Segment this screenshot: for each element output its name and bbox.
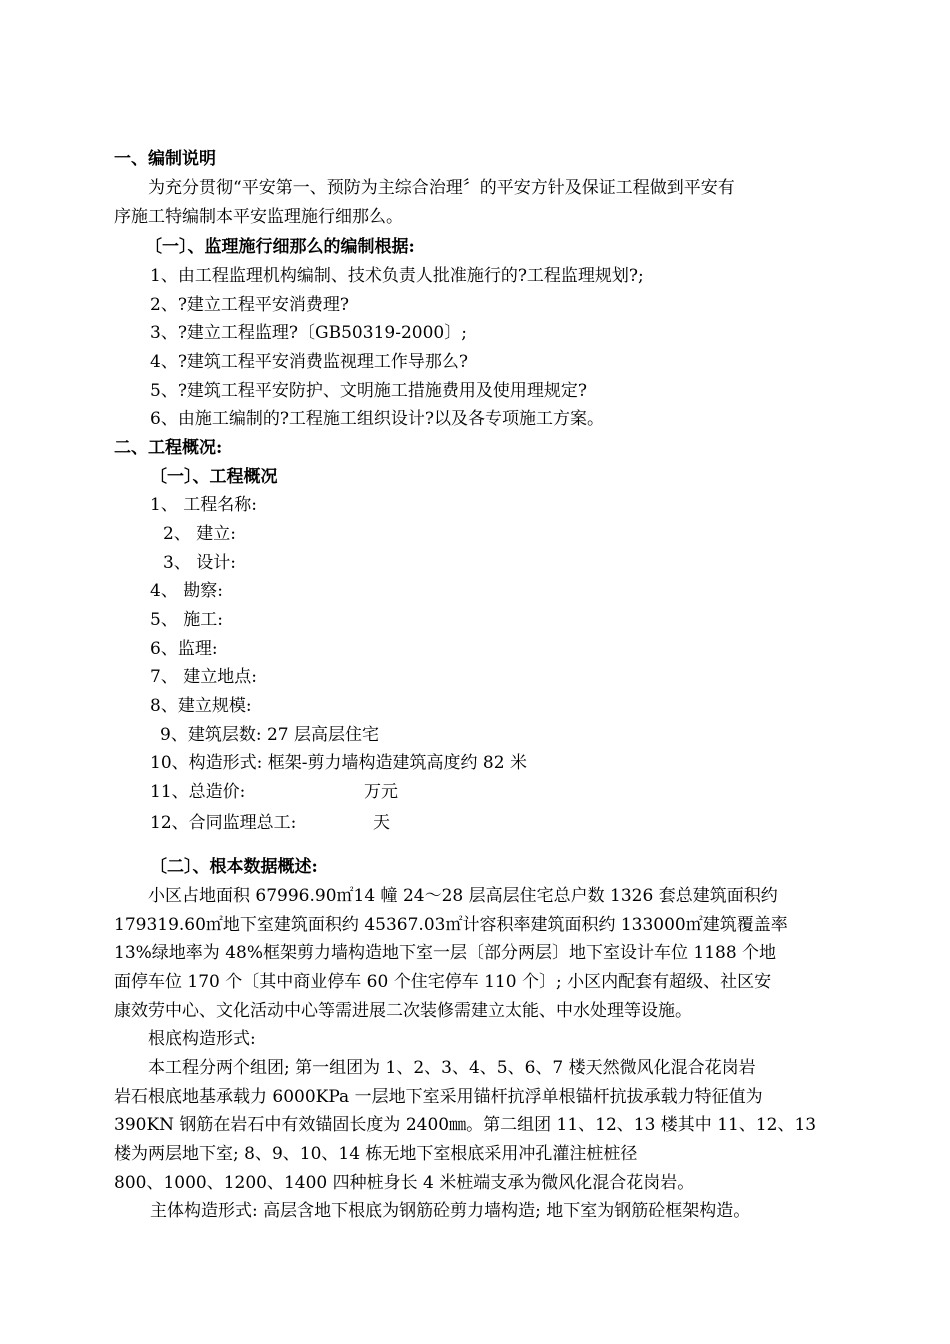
section-heading-compilation: 一、编制说明: [114, 149, 216, 169]
intro-paragraph-line: 序施工特编制本平安监理施行细那么。: [114, 207, 403, 227]
overview-item: 4、 勘察:: [150, 581, 223, 601]
foundation-paragraph-line: 岩石根底地基承载力 6000KPa 一层地下室采用锚杆抗浮单根锚杆抗拔承载力特征值为: [114, 1087, 763, 1107]
overview-item: 11、总造价:: [150, 782, 246, 802]
basis-item: 6、由施工编制的?工程施工组织设计?以及各专项施工方案。: [150, 409, 605, 429]
contract-duration-unit: 天: [373, 813, 390, 833]
basis-item: 3、?建立工程监理?〔GB50319-2000〕;: [150, 323, 467, 343]
data-paragraph-line: 179319.60㎡地下室建筑面积约 45367.03㎡计容积率建筑面积约 133000㎡建筑覆盖率: [114, 915, 788, 935]
overview-item: 12、合同监理总工:: [150, 813, 297, 833]
total-cost-unit: 万元: [364, 782, 398, 802]
basis-item: 5、?建筑工程平安防护、文明施工措施费用及使用理规定?: [150, 381, 588, 401]
subsection-heading-overview: 〔一〕、工程概况: [150, 467, 278, 487]
overview-item: 10、构造形式: 框架-剪力墙构造建筑高度约 82 米: [150, 753, 527, 773]
overview-item: 9、建筑层数: 27 层高层住宅: [160, 725, 379, 745]
basis-item: 1、由工程监理机构编制、技术负责人批准施行的?工程监理规划?;: [150, 266, 644, 286]
basis-item: 2、?建立工程平安消费理?: [150, 295, 350, 315]
data-paragraph-line: 小区占地面积 67996.90㎡14 幢 24～28 层高层住宅总户数 1326 套总建筑面积约: [148, 886, 778, 906]
overview-item: 7、 建立地点:: [150, 667, 257, 687]
foundation-paragraph-line: 本工程分两个组团; 第一组团为 1、2、3、4、5、6、7 楼天然微风化混合花岗岩: [148, 1058, 756, 1078]
section-heading-overview: 二、工程概况:: [114, 438, 223, 458]
overview-item: 5、 施工:: [150, 610, 223, 630]
foundation-paragraph-line: 390KN 钢筋在岩石中有效锚固长度为 2400㎜。第二组团 11、12、13 楼其中 11、12、13: [114, 1115, 817, 1135]
data-paragraph-line: 康效劳中心、文化活动中心等需进展二次装修需建立太能、中水处理等设施。: [114, 1001, 692, 1021]
overview-item: 3、 设计:: [163, 553, 236, 573]
overview-item: 8、建立规模:: [150, 696, 252, 716]
overview-item: 6、监理:: [150, 639, 218, 659]
basis-item: 4、?建筑工程平安消费监视理工作导那么?: [150, 352, 469, 372]
overview-item: 2、 建立:: [163, 524, 236, 544]
data-paragraph-line: 面停车位 170 个〔其中商业停车 60 个住宅停车 110 个〕; 小区内配套有超级、社区安: [114, 972, 772, 992]
subsection-heading-basic-data: 〔二〕、根本数据概述:: [150, 857, 318, 877]
foundation-paragraph-line: 800、1000、1200、1400 四种桩身长 4 米桩端支承为微风化混合花岗岩。: [114, 1173, 695, 1193]
intro-paragraph-line: 为充分贯彻“平安第一、预防为主综合治理〞的平安方针及保证工程做到平安有: [148, 178, 735, 198]
foundation-label: 根底构造形式:: [148, 1029, 256, 1049]
main-structure-line: 主体构造形式: 高层含地下根底为钢筋砼剪力墙构造; 地下室为钢筋砼框架构造。: [150, 1201, 751, 1221]
overview-item: 1、 工程名称:: [150, 495, 257, 515]
data-paragraph-line: 13%绿地率为 48%框架剪力墙构造地下室一层〔部分两层〕地下室设计车位 1188 个地: [114, 943, 777, 963]
subsection-heading-basis: 〔一〕、监理施行细那么的编制根据:: [145, 237, 415, 257]
foundation-paragraph-line: 楼为两层地下室; 8、9、10、14 栋无地下室根底采用冲孔灌注桩桩径: [114, 1144, 638, 1164]
